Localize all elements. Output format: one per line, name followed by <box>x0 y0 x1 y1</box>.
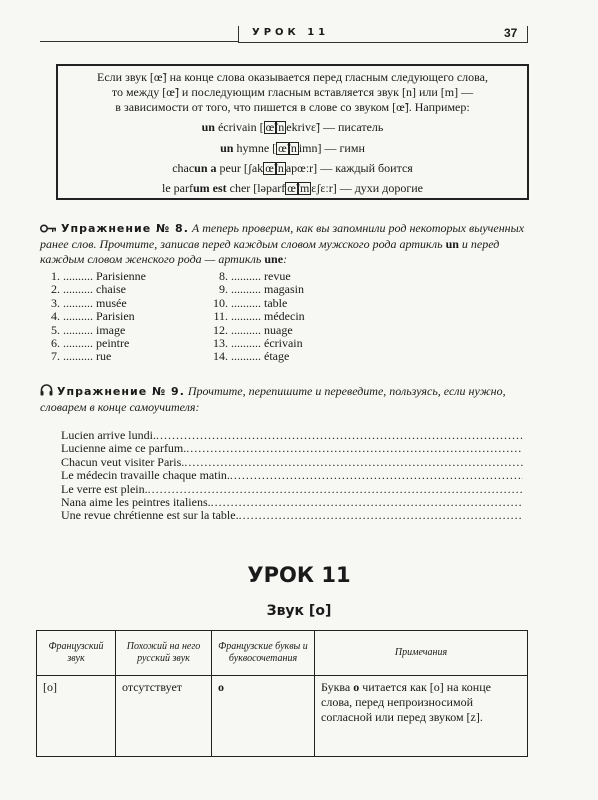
sentence-text: Chacun veut visiter Paris. <box>61 454 185 469</box>
blank-line: .......... <box>228 309 264 324</box>
list-item <box>44 350 146 363</box>
transcription-part: apœːr] <box>285 161 318 175</box>
item-number: 4. <box>51 309 60 324</box>
item-number: 5. <box>51 322 60 337</box>
list-item <box>212 270 305 283</box>
sound-table <box>36 630 528 757</box>
running-header-title: УРОК 11 <box>252 27 330 38</box>
column-header: Похожий на него русский звук <box>116 631 212 676</box>
sentence-row <box>61 509 523 522</box>
example-translation: — писатель <box>320 120 384 134</box>
boxed-sound: œ̃ <box>265 120 275 134</box>
exercise-9-sentences <box>61 429 523 523</box>
list-item <box>44 297 146 310</box>
sentence-text: Le médecin travaille chaque matin. <box>61 468 230 483</box>
blank-line: .......... <box>228 282 264 297</box>
dotted-leader <box>239 509 523 522</box>
dotted-leader <box>184 456 523 469</box>
boxed-sound: n <box>277 161 284 175</box>
sentence-row <box>61 496 523 509</box>
item-word: revue <box>264 269 291 283</box>
rule-text-line: Если звук [œ̃] на конце слова оказывается перед гласным следующего слова, <box>97 70 488 84</box>
item-number: 12. <box>213 322 228 337</box>
french-sound-cell: [o] <box>37 676 116 757</box>
example-bold-word: un a <box>194 161 217 175</box>
item-word: musée <box>96 295 127 310</box>
sentence-text: Une revue chrétienne est sur la table. <box>61 508 239 523</box>
dotted-leader <box>186 442 523 455</box>
exercise-9-text: Прочтите, перепишите и переведите, пользуясь, если нужно, словарем в конце самоучителя: <box>40 384 506 415</box>
item-number: 3. <box>51 295 60 310</box>
item-word: magasin <box>264 282 304 297</box>
example-word: chac <box>172 161 195 175</box>
item-number: 2. <box>51 282 60 297</box>
blank-line: .......... <box>60 282 96 297</box>
exercise-8-instructions <box>40 221 530 267</box>
item-number: 6. <box>51 336 60 351</box>
blank-line: .......... <box>228 349 264 364</box>
note-letter: o <box>353 680 360 694</box>
blank-line: .......... <box>60 336 96 351</box>
blank-line: .......... <box>60 349 96 364</box>
boxed-sound: n <box>278 120 285 134</box>
exercise-8-text: : <box>283 251 288 266</box>
column-header: Французские буквы и буквосочетания <box>212 631 315 676</box>
word-list-right <box>212 270 305 364</box>
transcription-part: [ʃak <box>240 161 264 175</box>
sentence-text: Lucienne aime ce parfum. <box>61 441 187 456</box>
item-number: 7. <box>51 349 60 364</box>
blank-line: .......... <box>60 309 96 324</box>
example-translation: — каждый боится <box>317 161 413 175</box>
list-item <box>44 310 146 323</box>
item-word: médecin <box>264 309 305 324</box>
liaison-example <box>58 141 527 156</box>
blank-line: .......... <box>228 336 264 351</box>
item-number: 10. <box>213 295 228 310</box>
example-translation: — гимн <box>321 141 365 155</box>
example-word: le parf <box>161 181 193 195</box>
liaison-example <box>58 161 527 176</box>
exercise-8-text: и перед каждым словом женского рода — артикль <box>40 236 500 266</box>
blank-line: .......... <box>60 269 96 283</box>
letters-value: o <box>218 680 224 694</box>
boxed-sound: œ̃ <box>287 181 296 195</box>
item-number: 1. <box>51 269 60 283</box>
table-header-row <box>37 631 528 676</box>
sentence-text: Le verre est plein. <box>61 481 148 496</box>
list-item <box>44 324 146 337</box>
note-text: читается как [o] на конце слова, перед непроизносимой согласной или перед звуком [z]. <box>321 680 491 724</box>
item-number: 9. <box>219 282 228 297</box>
item-number: 14. <box>213 349 228 364</box>
liaison-example <box>58 120 527 135</box>
item-number: 13. <box>213 336 228 351</box>
transcription-part: [ <box>269 141 277 155</box>
example-word: peur <box>216 161 241 175</box>
blank-line: .......... <box>60 322 96 337</box>
item-word: table <box>264 295 288 310</box>
list-item <box>212 297 305 310</box>
blank-line: .......... <box>60 295 96 310</box>
transcription-part: [ <box>256 120 264 134</box>
boxed-sound: œ̃ <box>265 161 274 175</box>
list-item <box>44 337 146 350</box>
example-bold-word: un <box>220 141 234 155</box>
rule-text-line: в зависимости от того, что пишется в слове со звуком [œ̃]. Например: <box>115 100 470 114</box>
exercise-9-instructions <box>40 384 530 415</box>
russian-sound-cell: отсутствует <box>116 676 212 757</box>
transcription-part: ekrivɛ̃] <box>286 120 320 134</box>
transcription-part: imn] <box>298 141 322 155</box>
item-word: image <box>96 322 126 337</box>
list-item <box>212 350 305 363</box>
sound-section-title: Звук [o] <box>266 603 332 619</box>
example-bold-word: un <box>201 120 215 134</box>
item-word: nuage <box>264 322 293 337</box>
transcription-part: [ləparf <box>250 181 286 195</box>
example-word: écrivain <box>214 120 257 134</box>
key-icon <box>40 222 57 237</box>
blank-line: .......... <box>228 322 264 337</box>
sentence-row <box>61 429 523 442</box>
item-number: 8. <box>219 269 228 283</box>
letters-cell <box>212 676 315 757</box>
dotted-leader <box>230 469 523 482</box>
example-word: hymne <box>233 141 270 155</box>
exercise-8-label: Упражнение № 8. <box>61 222 189 235</box>
boxed-sound: n <box>290 141 297 155</box>
word-list-left <box>44 270 146 364</box>
list-item <box>212 283 305 296</box>
example-word: cher <box>226 181 251 195</box>
headphones-icon <box>40 384 53 400</box>
article-une: une <box>264 251 284 266</box>
item-word: rue <box>96 349 112 364</box>
column-header: Примечания <box>315 631 528 676</box>
dotted-leader <box>156 429 523 442</box>
item-word: chaise <box>96 282 126 297</box>
rule-box <box>56 64 529 200</box>
exercise-8-text: А теперь проверим, как вы запомнили род некоторых выученных ранее слов. Прочтите, записав перед каждым словом мужского рода артикль <box>40 221 525 251</box>
boxed-sound: œ̃ <box>278 141 287 155</box>
boxed-sound: m <box>299 181 310 195</box>
list-item <box>212 324 305 337</box>
list-item <box>212 337 305 350</box>
item-word: Parisien <box>96 309 135 324</box>
dotted-leader <box>148 483 523 496</box>
sentence-row <box>61 442 523 455</box>
article-un: un <box>445 236 459 251</box>
notes-cell <box>315 676 528 757</box>
sentence-text: Nana aime les peintres italiens. <box>61 494 211 509</box>
item-word: Parisienne <box>96 269 146 283</box>
rule-text-line: то между [œ̃] и последующим гласным вставляется звук [n] или [m] — <box>111 85 474 99</box>
item-number: 11. <box>213 309 228 324</box>
item-word: étage <box>264 349 290 364</box>
dotted-leader <box>211 496 523 509</box>
item-word: peintre <box>96 336 130 351</box>
header-rule <box>40 41 238 42</box>
exercise-9-label: Упражнение № 9. <box>57 385 185 398</box>
item-word: écrivain <box>264 336 303 351</box>
example-bold-word: um est <box>192 181 227 195</box>
blank-line: .......... <box>228 295 264 310</box>
list-item <box>44 283 146 296</box>
sentence-row <box>61 456 523 469</box>
table-row <box>37 676 528 757</box>
page-number: 37 <box>504 26 518 40</box>
lesson-title: УРОК 11 <box>247 563 351 587</box>
list-item <box>212 310 305 323</box>
blank-line: .......... <box>228 269 264 283</box>
example-translation: — духи дорогие <box>336 181 424 195</box>
liaison-example <box>58 181 527 196</box>
transcription-part: ɛʃɛːr] <box>311 181 337 195</box>
list-item <box>44 270 146 283</box>
sentence-row <box>61 469 523 482</box>
sentence-text: Lucien arrive lundi. <box>61 428 156 442</box>
sentence-row <box>61 483 523 496</box>
note-text: Буква <box>321 680 354 694</box>
column-header: Французский звук <box>37 631 116 676</box>
